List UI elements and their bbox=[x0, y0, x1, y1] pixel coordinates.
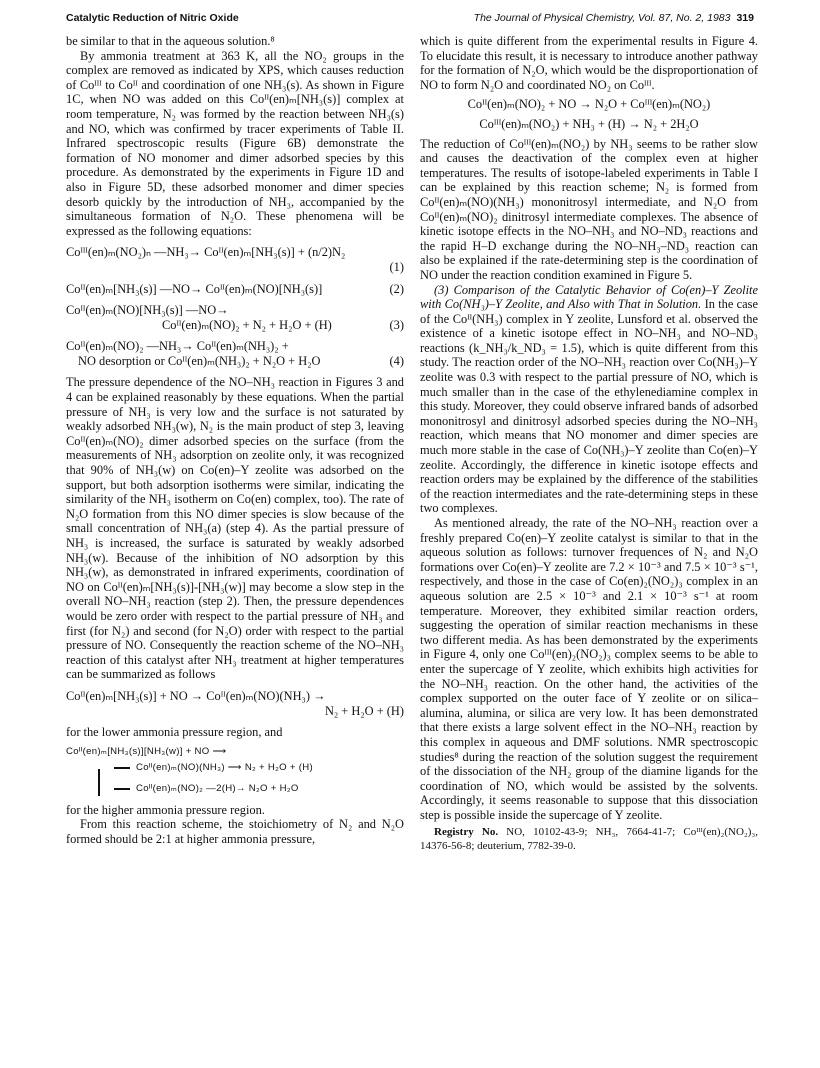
section-heading: (3) Comparison of the Catalytic Behavior of Co(en)–Y Zeolite with Co(NH₃)–Y Zeolite, and Also with That in Solution. bbox=[420, 282, 758, 312]
registry-label: Registry No. bbox=[434, 826, 499, 839]
header-journal bbox=[474, 12, 754, 24]
paragraph: By ammonia treatment at 363 K, all the NO₂ groups in the complex are removed as indicated by XPS, which causes reduction of Coᴵᴵᴵ to Coᴵᴵ and coordination of one NH₃(s). As shown in Figure 1C, when NO was added on this Coᴵᴵ(en)ₘ[NH₃(s)] complex at room temperature, N₂ was formed by the reaction between NH₃(s) and NO, which was confirmed by tracer experiments of Table II. Infrared spectroscopic results (Figure 6B) demonstrate the formation of NO monomer and dimer adsorbed species by this procedure. As demonstrated by the experiments in Figure 1D and also in Figure 5D, these adsorbed monomer and dimer species desorb quickly by the introduction of NH₃, accompanied by the simultaneous formation of N₂O. These phenomena will be expressed as the following equations: bbox=[66, 48, 404, 238]
equation-number: (4) bbox=[389, 353, 404, 368]
equation-text: Coᴵᴵᴵ(en)ₘ(NO₂)ₙ —NH₃→ Coᴵᴵ(en)ₘ[NH₃(s)] + (n/2)N₂ bbox=[66, 245, 346, 260]
reaction-scheme bbox=[66, 746, 404, 795]
equation-text: Coᴵᴵ(en)ₘ(NO)[NH₃(s)] —NO→ bbox=[66, 303, 229, 318]
paragraph: for the higher ammonia pressure region. bbox=[66, 802, 265, 817]
registry-numbers bbox=[420, 826, 758, 853]
equation-text: NO desorption or Coᴵᴵ(en)ₘ(NH₃)₂ + N₂O + H₂O bbox=[78, 353, 321, 368]
equation-number: (2) bbox=[389, 281, 404, 296]
equation-3 bbox=[66, 303, 404, 332]
paragraph: From this reaction scheme, the stoichiometry of N₂ and N₂O formed should be 2:1 at higher ammonia pressure, bbox=[66, 817, 404, 846]
equation-7: Coᴵᴵᴵ(en)ₘ(NO₂) + NH₃ + (H) → N₂ + 2H₂O bbox=[479, 116, 699, 131]
registry-text: NO, 10102-43-9; NH₃, 7664-41-7; Coᴵᴵᴵ(en)₂(NO₂)₃, 14376-56-8; deuterium, 7782-39-0. bbox=[420, 826, 759, 853]
paragraph: The reduction of Coᴵᴵᴵ(en)ₘ(NO₂) by NH₃ seems to be rather slow and causes the deactivation of the complex even at higher temperatures. The results of isotope-labeled experiments in Table I can be explained by this reaction scheme; N₂ is formed from Coᴵᴵ(en)ₘ(NO)(NH₃) mononitrosyl intermediate, and N₂O from Coᴵᴵ(en)ₘ(NO)₂ dinitrosyl intermediate complexes. The absence of kinetic isotope effects in the NO–NH₃ and NO–ND₃ reactions and the rapid H–D exchange during the NO–NH₃–ND₃ reaction can also be explained if the rate-determining step is the coordination of NO under the reaction condition examined in Figure 5. bbox=[420, 136, 758, 282]
header-title: Catalytic Reduction of Nitric Oxide bbox=[66, 12, 239, 24]
arrow-line bbox=[114, 767, 130, 769]
header-journal-name: The Journal of Physical Chemistry, Vol. 87, No. 2, 1983 bbox=[473, 12, 731, 24]
equation-1 bbox=[66, 245, 404, 274]
equation-text: Coᴵᴵ(en)ₘ(NO)₂ + N₂ + H₂O + (H) bbox=[162, 317, 332, 332]
scheme-row: Coᴵᴵ(en)ₘ(NO)(NH₃) ⟶ N₂ + H₂O + (H) bbox=[136, 761, 313, 773]
paragraph-text: In the case of the Coᴵᴵ(NH₃) complex in Y zeolite, Lunsford et al. observed the existence of a kinetic isotope effect in NO–NH₃ and NO–ND₃ reactions (k_NH₃/k_ND₃ = 1.5), which is quite different from this study. The reaction order of the NO–NH₃ reaction over Co(NH₃)–Y zeolite was 0.3 with respect to the partial pressure of NO, which is much smaller than in the case of the ethylenediamine complex in this study. Moreover, they could observe infrared bands of adsorbed mononitrosyl and dinitrosyl adsorbed species during the NO–NH₃ reaction, which means that NO monomer and dimer species are much more stable in the case of Co(NH₃)–Y zeolite than Co(en)–Y zeolite. Accordingly, the difference in kinetic isotope effects and reaction orders may be explained by the difference of the stabilities of the reaction intermediates and the rate-determining steps in these two complexes. bbox=[420, 297, 758, 516]
equation-6: Coᴵᴵ(en)ₘ(NO)₂ + NO → N₂O + Coᴵᴵᴵ(en)ₘ(NO₂) bbox=[467, 97, 711, 112]
equation-text: N₂ + H₂O + (H) bbox=[324, 703, 404, 718]
equation-2 bbox=[66, 282, 404, 297]
paragraph: for the lower ammonia pressure region, and bbox=[66, 725, 283, 740]
paragraph: be similar to that in the aqueous solution.⁸ bbox=[66, 34, 275, 48]
paragraph: which is quite different from the experimental results in Figure 4. To elucidate this result, it is necessary to introduce another pathway for the formation of N₂O, which would be the disproportionation of NO to form N₂O and coordinated NO₂ on Coᴵᴵᴵ. bbox=[420, 34, 758, 92]
equation-text: Coᴵᴵ(en)ₘ(NO)₂ —NH₃→ Coᴵᴵ(en)ₘ(NH₃)₂ + bbox=[66, 339, 289, 354]
scheme-row: Coᴵᴵ(en)ₘ(NO)₂ —2(H)→ N₂O + H₂O bbox=[136, 782, 299, 794]
paragraph: The pressure dependence of the NO–NH₃ reaction in Figures 3 and 4 can be explained reasonably by these equations. When the partial pressure of NH₃ is very low and the surface is not saturated by weakly adsorbed NH₃(w), N₂ is the main product of step 3, leaving Coᴵᴵ(en)ₘ(NO)₂ dimer adsorbed species on the surface (from the measurements of NH₃ adsorption on zeolite only, it was recognized that 90% of NH₃(w) on Co(en)–Y zeolite was adsorbed on the support, but both adsorption isotherms were similar, indicating the similarity of the NH₃ isotherm on Co(en) complex, too). The rate of N₂O formation from this NO dimer species is slow because of the small concentration of NH₃(a) (step 4). As the partial pressure of NH₃ is increased, the surface is saturated by weakly adsorbed NH₃(w). Because of the inhibition of NO adsorption by this NH₃(w), as demonstrated in infrared experiments, coordination of NO on Coᴵᴵ(en)ₘ[NH₃(s)]-[NH₃(w)] may become a slow step in the overall NO–NH₃ reaction (step 2). Then, the pressure dependences would be zero order with respect to the partial pressure of NH₃ and first (for N₂) and second (for N₂O) order with respect to the partial pressure of NO. Consequently the reaction scheme of the NO–NH₃ reaction of this catalyst after NH₃ treatment at higher temperatures can be summarized as follows bbox=[66, 375, 404, 682]
page-number: 319 bbox=[736, 12, 754, 24]
running-header bbox=[66, 12, 754, 30]
arrow-line bbox=[114, 788, 130, 790]
section-paragraph bbox=[420, 283, 758, 517]
left-column bbox=[66, 34, 404, 847]
equation-text: Coᴵᴵ(en)ₘ[NH₃(s)] + NO → Coᴵᴵ(en)ₘ(NO)(NH₃) → bbox=[66, 688, 326, 703]
scheme-row: Coᴵᴵ(en)ₘ[NH₃(s)][NH₃(w)] + NO ⟶ bbox=[66, 745, 227, 757]
scheme-branch bbox=[92, 762, 404, 795]
paragraph: As mentioned already, the rate of the NO–NH₃ reaction over a freshly prepared Co(en)–Y zeolite catalyst is similar to that in the aqueous solution as follows: turnover frequences of N₂ and N₂O formations over Co(en)–Y zeolite are 7.2 × 10⁻³ and 7.5 × 10⁻³ s⁻¹, respectively, and those in the case of Co(en)₂(NO₂)₃ complex in an aqueous solution are 2.5 × 10⁻³ and 2.1 × 10⁻³ s⁻¹ at room temperature. Moreover, they exhibited similar reaction orders, suggesting the operation of similar reaction mechanisms in these two different media. As has been demonstrated by the experiments in Figure 4, only one Coᴵᴵᴵ(en)₂(NO₂)₃ complex seems to be able to enter the supercage of Y zeolite, which exhibits high activities for the NO–NH₃ reaction. On the other hand, the activities of the complex supported on the outer face of Y zeolite or on silica–alumina, alumina, or silica are very low. It has been demonstrated that there exists a large solvent effect in the NO–NH₃ reaction by this complex in aqueous and DMF solutions. NMR spectroscopic studies⁸ during the reaction of the solution suggest the requirement of the dissociation of the NH₂ group of the diamine ligands for the coordination of NO, which would be assisted by the solvents. Accordingly, it seems reasonable to suppose that this dissociation step is possible inside the supercage of Y zeolite. bbox=[420, 516, 758, 822]
equation-4 bbox=[66, 339, 404, 368]
branch-line bbox=[98, 769, 100, 796]
equation-number: (1) bbox=[389, 259, 404, 274]
equation-text: Coᴵᴵ(en)ₘ[NH₃(s)] —NO→ Coᴵᴵ(en)ₘ(NO)[NH₃(s)] bbox=[66, 281, 323, 296]
equation-5 bbox=[66, 689, 404, 718]
right-column bbox=[420, 34, 758, 854]
equation-number: (3) bbox=[389, 317, 404, 332]
